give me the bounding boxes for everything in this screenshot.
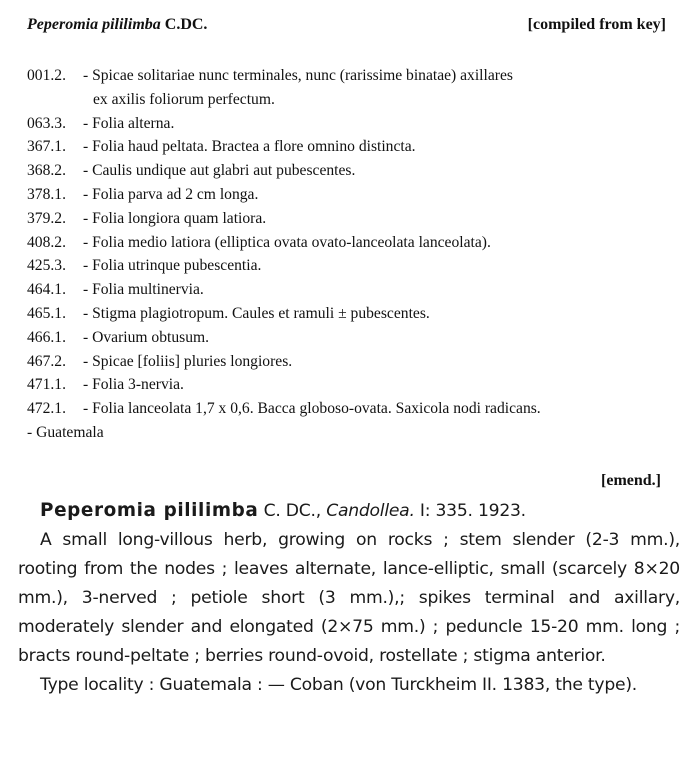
locality-text: - Guatemala — [27, 423, 104, 441]
key-entry — [27, 302, 677, 326]
entry-header — [27, 16, 666, 38]
key-code: 465.1. — [27, 304, 66, 322]
header-taxon-author: C.DC. — [164, 16, 208, 33]
key-text: - Folia longiora quam latiora. — [83, 209, 267, 227]
species-author: C. DC., — [263, 501, 321, 521]
key-code: 408.2. — [27, 233, 66, 251]
description-title — [18, 496, 680, 526]
compiled-note: [compiled from key] — [527, 16, 666, 33]
key-entry — [27, 159, 677, 183]
key-text: ex axilis foliorum perfectum. — [93, 90, 275, 108]
key-entry — [27, 207, 677, 231]
key-text: - Folia parva ad 2 cm longa. — [83, 185, 259, 203]
species-name: Peperomia pililimba — [40, 500, 259, 521]
locality-line — [27, 421, 677, 445]
key-code: 464.1. — [27, 281, 66, 299]
type-locality: Type locality : Guatemala : — Coban (von Turckheim II. 1383, the type). — [40, 675, 638, 695]
key-entry — [27, 135, 677, 159]
emend-label: [emend.] — [601, 472, 661, 489]
key-code: 472.1. — [27, 400, 66, 418]
journal-name: Candollea. — [326, 501, 415, 521]
key-entry — [27, 112, 677, 136]
key-code: 425.3. — [27, 257, 66, 275]
species-description — [18, 496, 680, 700]
key-entry — [27, 254, 677, 278]
key-text: - Folia utrinque pubescentia. — [83, 257, 262, 275]
key-entry — [27, 278, 677, 302]
key-code: 467.2. — [27, 352, 66, 370]
key-entry — [27, 373, 677, 397]
key-text: - Spicae solitariae nunc terminales, nunc (rarissime binatae) axillares — [83, 67, 513, 84]
key-entry — [27, 231, 677, 255]
citation: I: 335. 1923. — [419, 501, 526, 521]
header-taxon-name: Peperomia pililimba — [27, 16, 161, 33]
key-code: 367.1. — [27, 138, 66, 156]
key-text: - Folia 3-nervia. — [83, 376, 184, 394]
key-code: 368.2. — [27, 162, 66, 180]
key-entry — [27, 397, 677, 421]
key-text: - Folia alterna. — [83, 114, 175, 132]
key-code: 471.1. — [27, 376, 66, 394]
key-code: 378.1. — [27, 185, 66, 203]
description-body: A small long-villous herb, growing on rocks ; stem slender (2-3 mm.), rooting from the nodes ; leaves alternate, lance-elliptic, small (scarcely 8×20 mm.), 3-nerved ; petiole short (3 mm.),; spikes terminal and axillary, moderately slender and elongated (2×75 mm.) ; peduncle 15-20 mm. long ; bracts round-peltate ; berries round-ovoid, rostellate ; stigma anterior. — [18, 530, 680, 666]
key-characters-list — [27, 64, 677, 445]
key-text: - Folia haud peltata. Bractea a flore omnino distincta. — [83, 138, 416, 156]
key-text: - Folia lanceolata 1,7 x 0,6. Bacca globoso-ovata. Saxicola nodi radicans. — [83, 400, 541, 418]
header-taxon — [27, 16, 207, 34]
key-entry — [27, 64, 677, 88]
key-entry — [27, 326, 677, 350]
key-code: 001.2. — [27, 67, 66, 84]
key-text: - Spicae [foliis] pluries longiores. — [83, 352, 293, 370]
key-code: 063.3. — [27, 114, 66, 132]
key-entry — [27, 183, 677, 207]
key-text: - Folia multinervia. — [83, 281, 204, 299]
key-text: - Folia medio latiora (elliptica ovata ovato-lanceolata lanceolata). — [83, 233, 491, 251]
key-code: 466.1. — [27, 328, 66, 346]
key-entry-continuation — [27, 88, 677, 112]
key-text: - Caulis undique aut glabri aut pubescentes. — [83, 162, 356, 180]
key-entry — [27, 350, 677, 374]
key-text: - Ovarium obtusum. — [83, 328, 210, 346]
key-text: - Stigma plagiotropum. Caules et ramuli ± pubescentes. — [83, 304, 430, 322]
key-code: 379.2. — [27, 209, 66, 227]
